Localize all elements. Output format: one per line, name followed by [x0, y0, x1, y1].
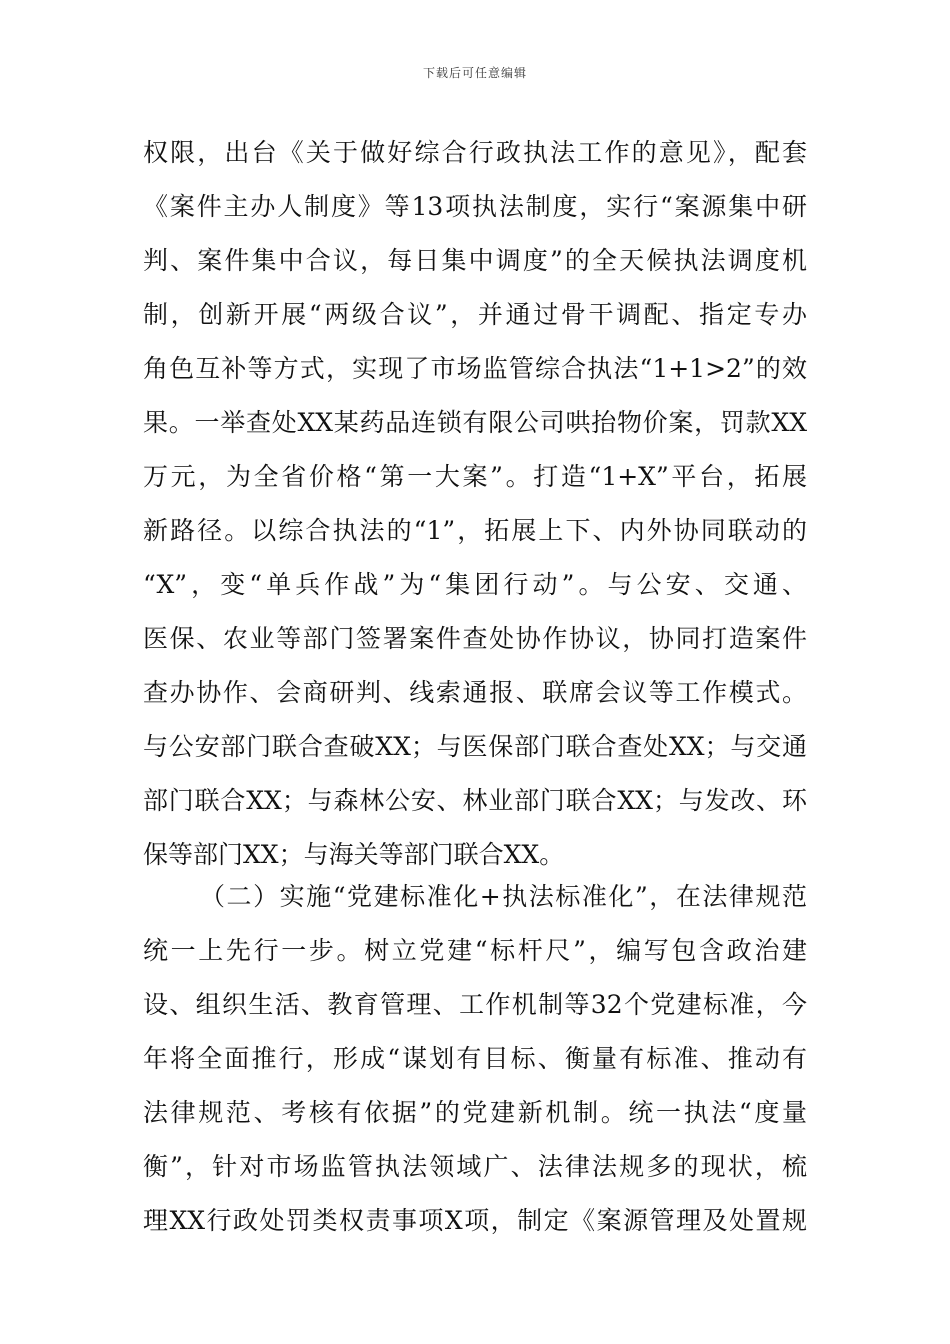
body-paragraph — [143, 126, 807, 882]
text-line: 设、组织生活、教育管理、工作机制等32个党建标准，今 — [143, 990, 807, 1019]
text-line: “X”，变“单兵作战”为“集团行动”。与公安、交通、 — [143, 570, 807, 599]
text-line: 制，创新开展“两级合议”，并通过骨干调配、指定专办 — [143, 300, 807, 329]
text-line: （二）实施“党建标准化+执法标准化”，在法律规范 — [200, 882, 807, 911]
text-line: 权限，出台《关于做好综合行政执法工作的意见》，配套 — [143, 138, 807, 167]
text-line: 万元，为全省价格“第一大案”。打造“1+X”平台，拓展 — [143, 462, 807, 491]
text-line: 部门联合XX；与森林公安、林业部门联合XX；与发改、环 — [143, 786, 807, 815]
body-paragraph — [143, 870, 807, 1248]
text-line: 理XX行政处罚类权责事项X项，制定《案源管理及处置规 — [143, 1206, 807, 1235]
text-line: 新路径。以综合执法的“1”，拓展上下、内外协同联动的 — [143, 516, 807, 545]
text-line: 医保、农业等部门签署案件查处协作协议，协同打造案件 — [143, 624, 807, 653]
text-line: 判、案件集中合议，每日集中调度”的全天候执法调度机 — [143, 246, 807, 275]
text-line: 果。一举查处XX某药品连锁有限公司哄抬物价案，罚款XX — [143, 408, 807, 437]
text-line: 保等部门XX；与海关等部门联合XX。 — [143, 840, 565, 869]
text-line: 与公安部门联合查破XX；与医保部门联合查处XX；与交通 — [143, 732, 807, 761]
text-line: 衡”，针对市场监管执法领域广、法律法规多的现状，梳 — [143, 1152, 807, 1181]
text-line: 角色互补等方式，实现了市场监管综合执法“1+1>2”的效 — [143, 354, 807, 383]
text-line: 统一上先行一步。树立党建“标杆尺”，编写包含政治建 — [143, 936, 807, 965]
text-line: 法律规范、考核有依据”的党建新机制。统一执法“度量 — [143, 1098, 807, 1127]
page-header: 下载后可任意编辑 — [422, 66, 527, 80]
text-line: 《案件主办人制度》等13项执法制度，实行“案源集中研 — [143, 192, 807, 221]
text-line: 年将全面推行，形成“谋划有目标、衡量有标准、推动有 — [143, 1044, 807, 1073]
text-line: 查办协作、会商研判、线索通报、联席会议等工作模式。 — [143, 678, 807, 707]
